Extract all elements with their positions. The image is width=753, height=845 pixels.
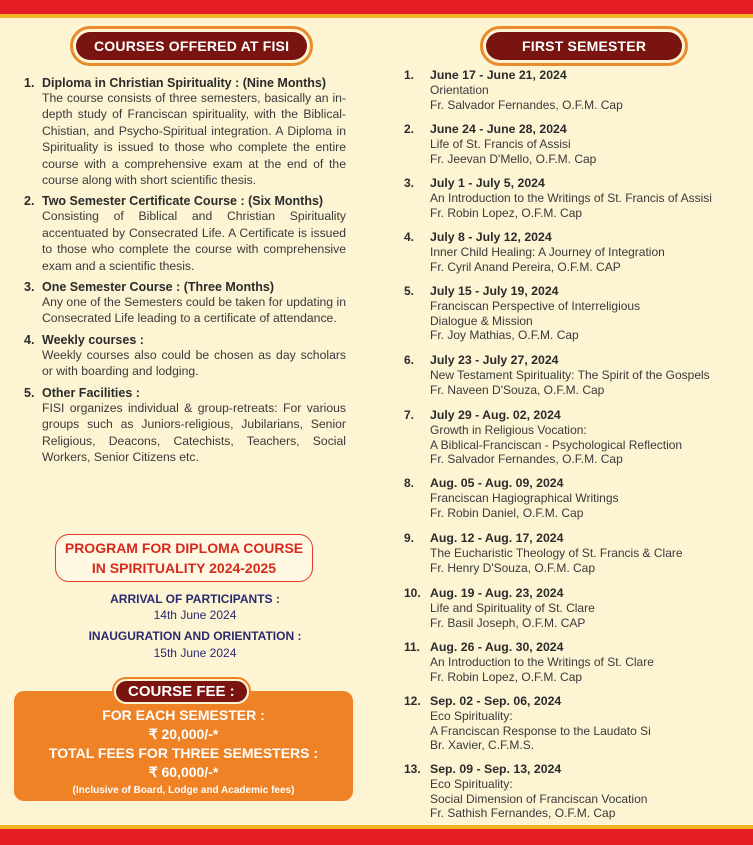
schedule-line: Fr. Henry D'Souza, O.F.M. Cap [430,560,596,575]
top-red-band [0,0,753,14]
schedule-line: An Introduction to the Writings of St. Clare [430,654,654,669]
course-title: Other Facilities : [42,385,140,400]
schedule-line: New Testament Spirituality: The Spirit of the Gospels [430,367,710,382]
schedule-date: July 8 - July 12, 2024 [430,230,552,244]
program-line-1: PROGRAM FOR DIPLOMA COURSE [64,540,304,556]
schedule-line: Orientation [430,82,489,97]
schedule-line: Fr. Joy Mathias, O.F.M. Cap [430,328,579,343]
schedule-item [404,531,744,586]
course-title: Diploma in Christian Spirituality : (Nine Months) [42,76,327,90]
schedule-line: Social Dimension of Franciscan Vocation [430,791,648,806]
course-fee-box [14,691,353,801]
schedule-item [404,640,744,694]
schedule-date: Aug. 26 - Aug. 30, 2024 [430,640,564,654]
schedule-line: Fr. Sathish Fernandes, O.F.M. Cap [430,806,616,821]
course-item [24,76,346,188]
course-description: Consisting of Biblical and Christian Spirituality accentuated by Consecrated Life. A Certificate is issued to those who complete the course with comprehensive exam and a scientific thesis. [42,209,346,273]
schedule-line: An Introduction to the Writings of St. Francis of Assisi [430,190,712,205]
schedule-item [404,176,744,230]
schedule-date: July 23 - July 27, 2024 [430,353,559,367]
program-line-2: IN SPIRITUALITY 2024-2025 [91,560,277,576]
schedule-item [404,586,744,640]
course-description: Any one of the Semesters could be taken for updating in Consecrated Life leading to a certificate of attendance. [42,295,346,326]
course-fee-title: COURSE FEE : [116,681,247,702]
schedule-line: Fr. Robin Lopez, O.F.M. Cap [430,669,583,684]
schedule-date: Sep. 09 - Sep. 13, 2024 [430,762,562,776]
schedule-item [404,230,744,284]
course-description: The course consists of three semesters, basically an in-depth study of Franciscan spirituality, with the Biblical-Chistian, and Psycho-Spiritual integration. A Diploma in Spirituality is issued to those who complete the entire course with a comprehensive exam at the end of the course along with short scientific thesis. [42,91,346,188]
schedule-date: July 15 - July 19, 2024 [430,284,559,298]
schedule-item [404,476,744,531]
schedule-line: The Eucharistic Theology of St. Francis & Clare [430,545,683,560]
schedule-line: Franciscan Hagiographical Writings [430,490,619,505]
schedule-number: 12. [404,694,421,708]
schedule-date: Aug. 12 - Aug. 17, 2024 [430,531,564,545]
course-number: 1. [24,76,35,90]
schedule-date: Aug. 19 - Aug. 23, 2024 [430,586,564,600]
course-title: One Semester Course : (Three Months) [42,280,274,295]
left-header-banner [70,26,313,66]
schedule-line: Fr. Naveen D'Souza, O.F.M. Cap [430,382,605,397]
schedule-date: Sep. 02 - Sep. 06, 2024 [430,694,562,708]
schedule-item [404,284,744,353]
schedule-line: Fr. Robin Lopez, O.F.M. Cap [430,205,583,220]
schedule-line: Fr. Jeevan D'Mello, O.F.M. Cap [430,151,597,166]
fee-each-label: FOR EACH SEMESTER : [102,707,265,723]
schedule-number: 2. [404,122,415,136]
schedule-line: Eco Spirituality: [430,708,513,723]
schedule-line: A Franciscan Response to the Laudato Si [430,723,651,738]
schedule-line: Eco Spirituality: [430,776,513,791]
course-item [24,194,346,274]
schedule-number: 5. [404,284,415,298]
fee-total-amount: ₹ 60,000/-* [148,764,219,780]
course-fee-banner [112,677,251,706]
fee-note: (Inclusive of Board, Lodge and Academic fees) [72,785,295,796]
course-number: 4. [24,332,35,347]
schedule-number: 7. [404,408,415,422]
course-description: FISI organizes individual & group-retreats: For various groups such as Juniors-religious, Jubilarians, Senior Religious, Deacons, Catechists, Teachers, Social Workers, Senior Citizens etc. [42,400,346,464]
schedule-line: Life and Spirituality of St. Clare [430,600,595,615]
right-header-banner [480,26,688,66]
schedule-item [404,68,744,122]
schedule-number: 4. [404,230,415,244]
schedule-line: Growth in Religious Vocation: [430,422,587,437]
schedule-line: Fr. Salvador Fernandes, O.F.M. Cap [430,452,623,467]
schedule-number: 13. [404,762,421,776]
schedule-line: Fr. Salvador Fernandes, O.F.M. Cap [430,97,623,112]
top-gold-band [0,14,753,18]
schedule-line: Dialogue & Mission [430,313,533,328]
course-number: 3. [24,280,35,295]
bottom-red-band [0,829,753,845]
courses-list [24,76,346,471]
course-number: 2. [24,194,35,209]
schedule-number: 3. [404,176,415,190]
course-description: Weekly courses also could be chosen as day scholars or with boarding and lodging. [42,347,346,379]
schedule-number: 11. [404,640,421,654]
schedule-line: Br. Xavier, C.F.M.S. [430,738,535,753]
schedule-item [404,122,744,176]
schedule-item [404,408,744,476]
schedule-line: Fr. Basil Joseph, O.F.M. CAP [430,615,586,630]
schedule-date: June 24 - June 28, 2024 [430,122,567,136]
inauguration-label: INAUGURATION AND ORIENTATION : [88,629,302,643]
course-item [24,386,346,466]
schedule-line: Life of St. Francis of Assisi [430,136,571,151]
schedule-number: 6. [404,353,415,367]
schedule-date: July 1 - July 5, 2024 [430,176,545,190]
arrival-label: ARRIVAL OF PARTICIPANTS : [110,592,280,606]
course-title: Weekly courses : [42,332,144,347]
schedule-number: 1. [404,68,415,82]
arrival-date: 14th June 2024 [153,608,237,622]
course-item [24,280,346,327]
schedule-item [404,694,744,762]
semester-schedule [404,68,744,830]
schedule-number: 10. [404,586,421,600]
schedule-date: June 17 - June 21, 2024 [430,68,567,82]
fee-each-amount: ₹ 20,000/-* [148,726,219,742]
schedule-line: Fr. Robin Daniel, O.F.M. Cap [430,505,584,520]
right-header-title: FIRST SEMESTER [486,32,682,60]
schedule-date: July 29 - Aug. 02, 2024 [430,408,561,422]
schedule-item [404,353,744,408]
left-header-title: COURSES OFFERED AT FISI [76,32,307,60]
schedule-number: 8. [404,476,415,490]
program-box [55,534,313,582]
course-title: Two Semester Certificate Course : (Six Months) [42,194,324,209]
schedule-item [404,762,744,830]
schedule-line: Fr. Cyril Anand Pereira, O.F.M. CAP [430,259,621,274]
schedule-line: Franciscan Perspective of Interreligious [430,298,641,313]
schedule-line: A Biblical-Franciscan - Psychological Reflection [430,437,683,452]
schedule-number: 9. [404,531,415,545]
course-item [24,333,346,380]
course-number: 5. [24,385,35,400]
inauguration-date: 15th June 2024 [153,646,237,660]
schedule-date: Aug. 05 - Aug. 09, 2024 [430,476,564,490]
schedule-line: Inner Child Healing: A Journey of Integration [430,244,665,259]
fee-total-label: TOTAL FEES FOR THREE SEMESTERS : [48,745,319,761]
